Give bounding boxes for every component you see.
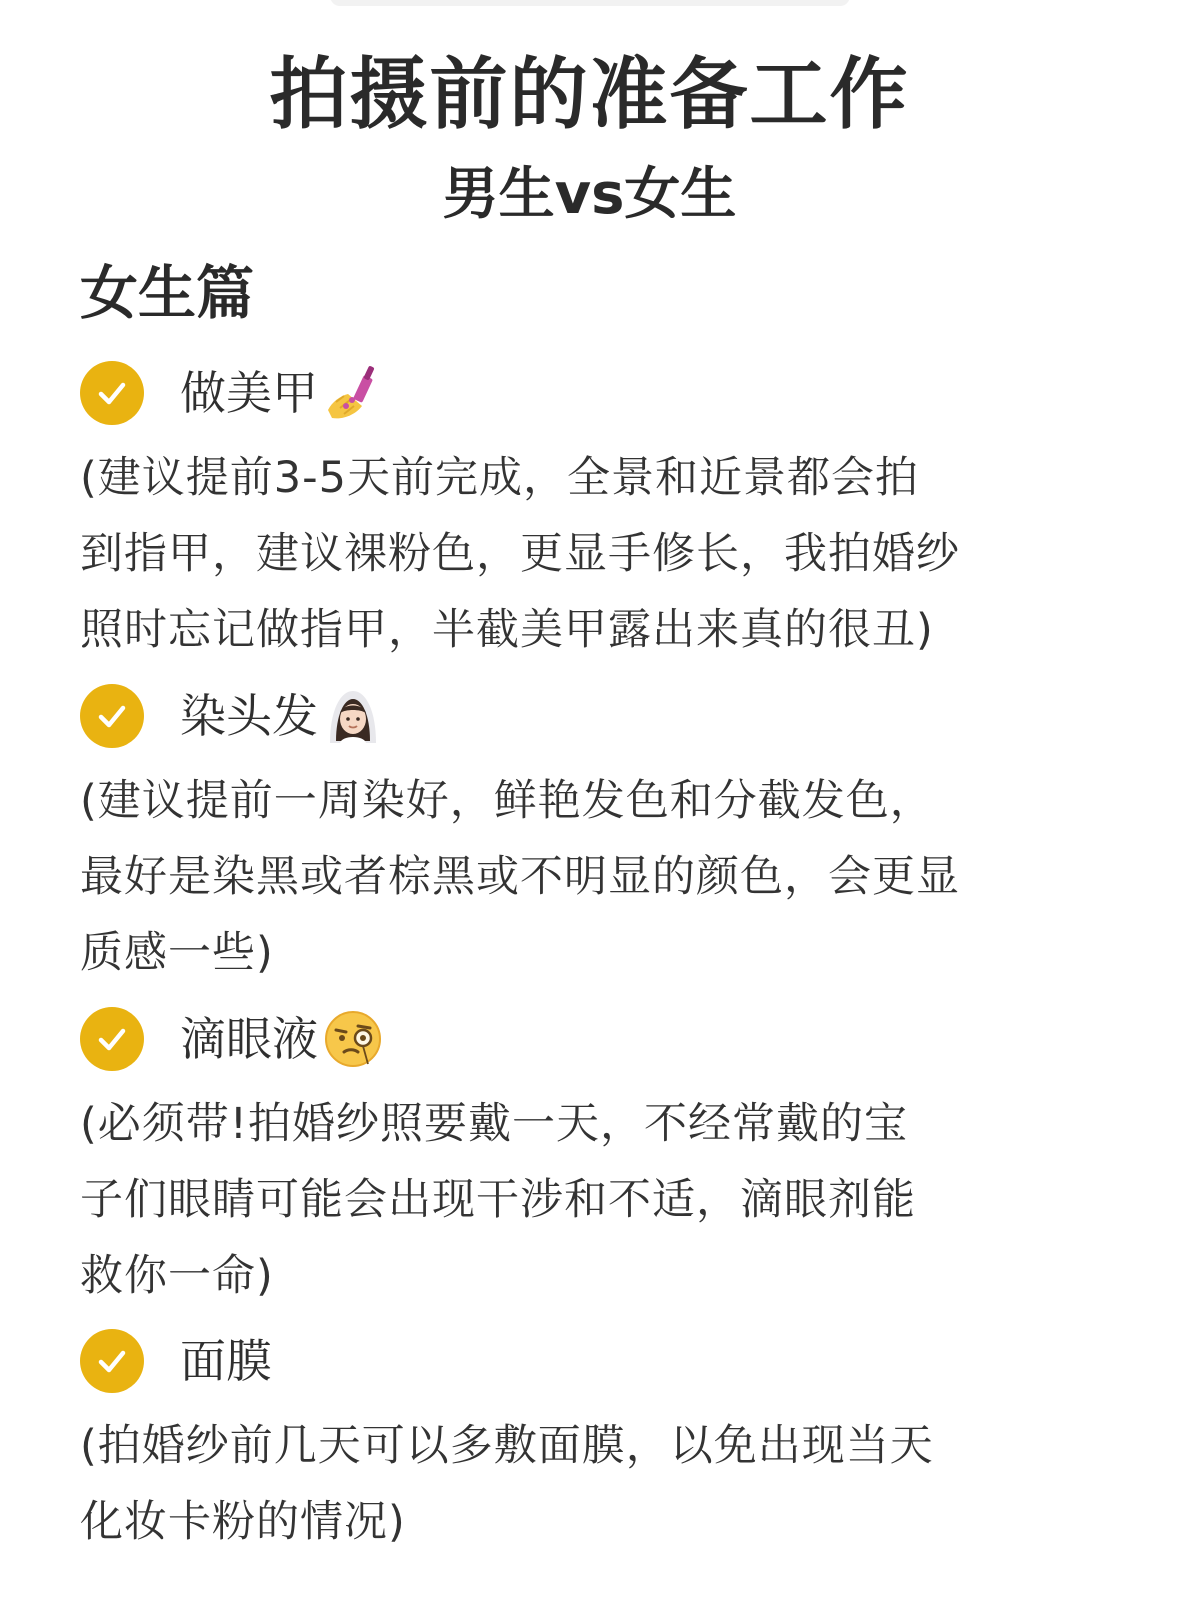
checklist-item-header [80, 683, 1110, 749]
checklist-item-hair [80, 683, 1110, 991]
description-line: (必须带!拍婚纱照要戴一天，不经常戴的宝 [80, 1099, 909, 1149]
description-line: 最好是染黑或者棕黑或不明显的颜色，会更显 [80, 852, 960, 902]
face-with-monocle-icon [322, 1008, 384, 1070]
item-label: 面膜 [180, 1334, 272, 1388]
description-line: 到指甲，建议裸粉色，更显手修长，我拍婚纱 [80, 529, 960, 579]
description-line: 救你一命) [80, 1251, 274, 1301]
section-heading: 女生篇 [80, 259, 255, 327]
item-description [80, 1086, 1110, 1314]
item-label: 滴眼液 [180, 1012, 318, 1066]
item-description [80, 440, 1110, 668]
check-icon [80, 1329, 144, 1393]
check-icon [80, 684, 144, 748]
check-icon [80, 1007, 144, 1071]
description-line: 照时忘记做指甲，半截美甲露出来真的很丑) [80, 605, 934, 655]
description-line: (建议提前3-5天前完成，全景和近景都会拍 [80, 453, 920, 503]
cropped-header-remnant [330, 0, 850, 6]
description-line: (拍婚纱前几天可以多敷面膜，以免出现当天 [80, 1421, 934, 1471]
bride-with-veil-icon [322, 685, 384, 747]
page-subtitle: 男生vs女生 [442, 162, 737, 227]
check-icon [80, 361, 144, 425]
item-label: 染头发 [180, 689, 318, 743]
item-description [80, 763, 1110, 991]
item-description [80, 1408, 1110, 1560]
checklist-item-nails [80, 360, 1110, 668]
page-title: 拍摄前的准备工作 [269, 50, 910, 140]
checklist-item-eye-drops [80, 1006, 1110, 1314]
description-line: 子们眼睛可能会出现干涉和不适，滴眼剂能 [80, 1175, 916, 1225]
checklist-item-header [80, 360, 1110, 426]
checklist-item-face-mask [80, 1328, 1110, 1560]
item-label: 做美甲 [180, 366, 318, 420]
description-line: 化妆卡粉的情况) [80, 1497, 406, 1547]
description-line: (建议提前一周染好，鲜艳发色和分截发色， [80, 776, 934, 826]
checklist-item-header [80, 1328, 1110, 1394]
checklist-item-header [80, 1006, 1110, 1072]
nail-polish-icon [322, 362, 384, 424]
description-line: 质感一些) [80, 928, 274, 978]
